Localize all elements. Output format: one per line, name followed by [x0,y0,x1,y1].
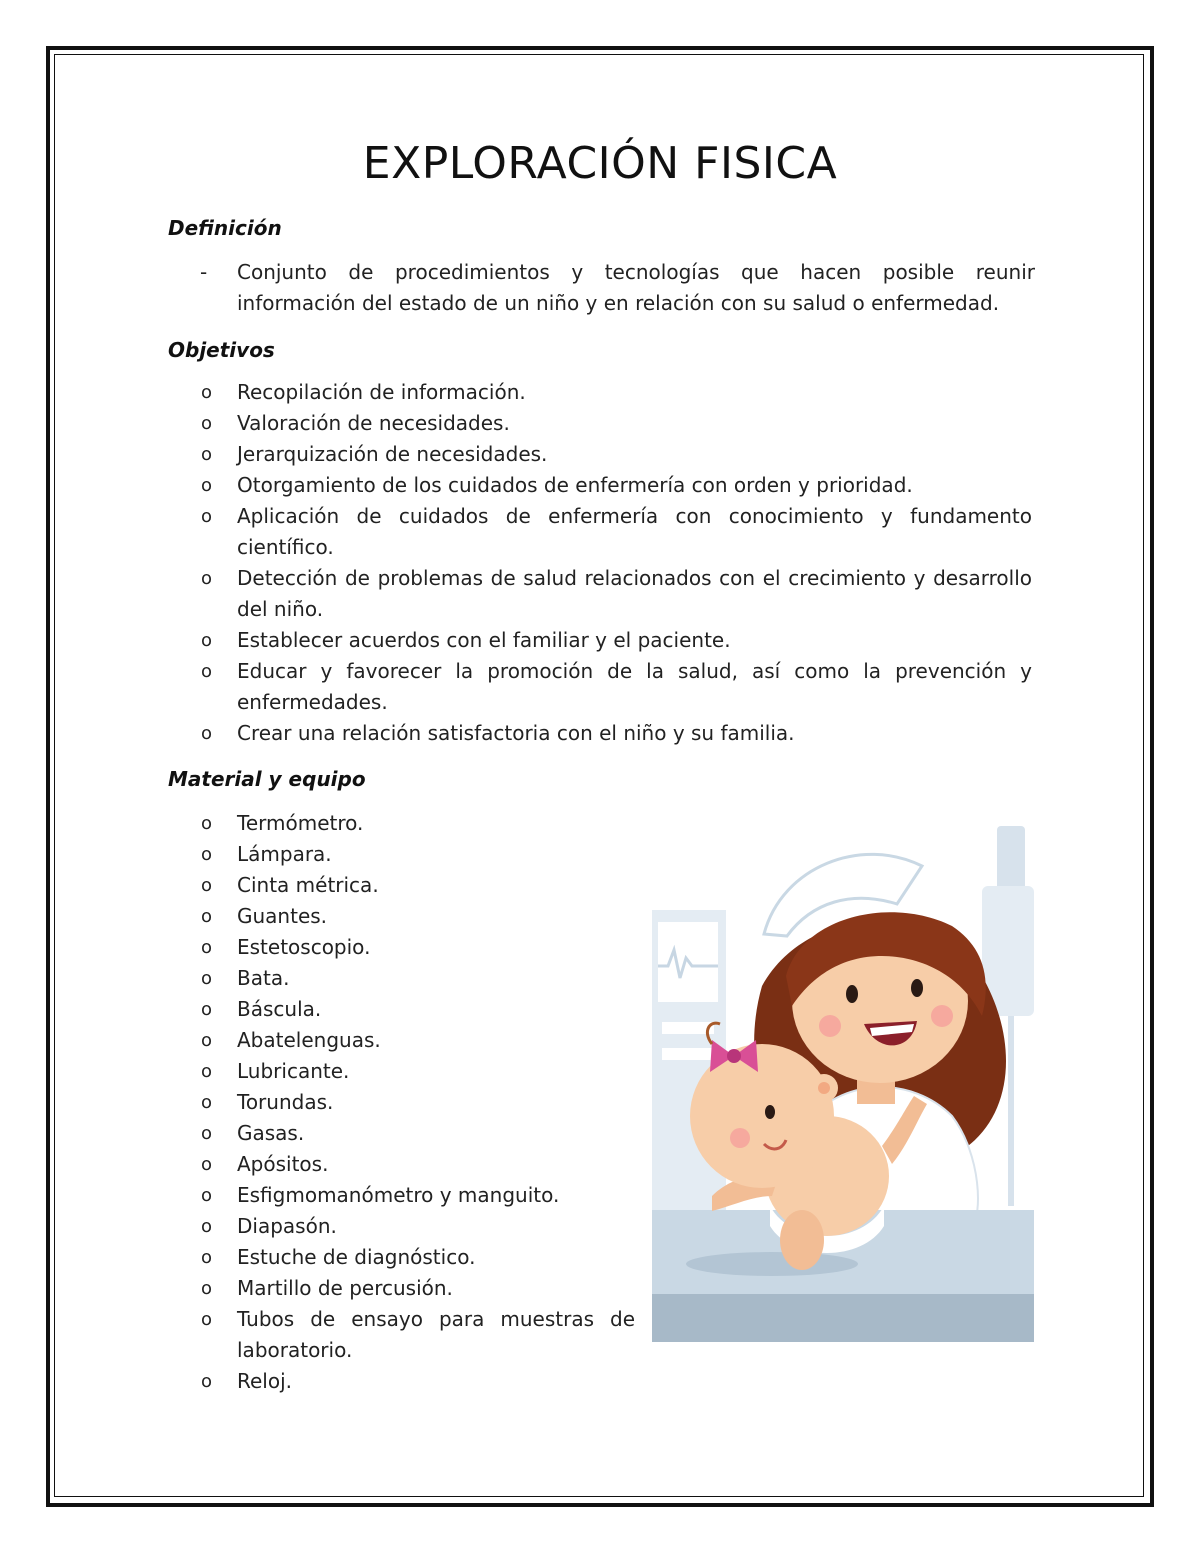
bullet-marker: o [201,1123,213,1144]
bullet-marker: o [201,444,213,465]
materials-item [200,1025,635,1056]
objectives-item-text: Otorgamiento de los cuidados de enfermería con orden y prioridad. [237,473,913,497]
materials-heading: Material y equipo [168,767,366,791]
materials-list [200,808,635,1397]
objectives-item-text: Aplicación de cuidados de enfermería con conocimiento y fundamento científico. [237,504,1032,559]
objectives-item [200,501,1032,563]
materials-item-text: Gasas. [237,1121,305,1145]
objectives-item-text: Recopilación de información. [237,380,526,404]
bullet-marker: o [201,813,213,834]
bullet-marker: o [201,661,213,682]
materials-item [200,808,635,839]
materials-item-text: Estetoscopio. [237,935,371,959]
objectives-item [200,563,1032,625]
bullet-marker: o [201,1030,213,1051]
materials-item [200,963,635,994]
objectives-item-text: Jerarquización de necesidades. [237,442,548,466]
bullet-marker: o [201,723,213,744]
bullet-marker: o [201,1278,213,1299]
bullet-marker: o [201,1216,213,1237]
objectives-list [200,377,1032,749]
bullet-marker: o [201,937,213,958]
bullet-marker: o [201,506,213,527]
materials-item-text: Esfigmomanómetro y manguito. [237,1183,560,1207]
objectives-item [200,439,1032,470]
bullet-marker: o [201,475,213,496]
bullet-marker: o [201,1309,213,1330]
materials-item-text: Lámpara. [237,842,332,866]
objectives-item [200,408,1032,439]
baby-eye [765,1105,775,1119]
bullet-marker: o [201,1247,213,1268]
definition-item [200,257,1035,319]
materials-item-text: Estuche de diagnóstico. [237,1245,476,1269]
materials-item [200,870,635,901]
materials-item [200,1211,635,1242]
definition-heading: Definición [168,216,282,240]
bullet-marker: o [201,1371,213,1392]
bullet-marker: o [201,844,213,865]
materials-item [200,839,635,870]
materials-item-text: Tubos de ensayo para muestras de laboratorio. [237,1307,635,1362]
bullet-marker: o [201,1092,213,1113]
materials-item [200,1087,635,1118]
materials-item [200,1304,635,1366]
materials-item-text: Martillo de percusión. [237,1276,453,1300]
objectives-item [200,470,1032,501]
bullet-marker: o [201,413,213,434]
nurse-eye-left [846,985,858,1003]
materials-item-text: Guantes. [237,904,328,928]
materials-item-text: Reloj. [237,1369,293,1393]
materials-item-text: Cinta métrica. [237,873,379,897]
objectives-item-text: Detección de problemas de salud relacionados con el crecimiento y desarrollo del niño. [237,566,1032,621]
materials-item-text: Torundas. [237,1090,334,1114]
bullet-marker: o [201,875,213,896]
dash-marker: - [200,260,208,284]
bullet-marker: o [201,999,213,1020]
objectives-item-text: Educar y favorecer la promoción de la salud, así como la prevención y enfermedades. [237,659,1032,714]
materials-item [200,1273,635,1304]
materials-item [200,1118,635,1149]
objectives-item [200,377,1032,408]
materials-item [200,901,635,932]
materials-item [200,1056,635,1087]
materials-item [200,994,635,1025]
objectives-item-text: Valoración de necesidades. [237,411,510,435]
materials-item-text: Báscula. [237,997,322,1021]
objectives-item-text: Establecer acuerdos con el familiar y el paciente. [237,628,731,652]
nurse-eye-right [911,979,923,997]
materials-item-text: Bata. [237,966,290,990]
bullet-marker: o [201,382,213,403]
definition-text: Conjunto de procedimientos y tecnologías que hacen posible reunir información del estado de un niño y en relación con su salud o enfermedad. [237,260,1035,315]
bullet-marker: o [201,568,213,589]
materials-item [200,932,635,963]
objectives-heading: Objetivos [168,338,275,362]
materials-item-text: Termómetro. [237,811,364,835]
objectives-item [200,718,1032,749]
bullet-marker: o [201,968,213,989]
page-title: EXPLORACIÓN FISICA [362,138,838,189]
materials-item-text: Lubricante. [237,1059,350,1083]
objectives-item-text: Crear una relación satisfactoria con el niño y su familia. [237,721,795,745]
materials-item-text: Abatelenguas. [237,1028,381,1052]
objectives-item [200,656,1032,718]
materials-item-text: Diapasón. [237,1214,337,1238]
materials-item [200,1180,635,1211]
bullet-marker: o [201,906,213,927]
bullet-marker: o [201,1185,213,1206]
bullet-marker: o [201,1061,213,1082]
materials-item [200,1366,635,1397]
materials-item-text: Apósitos. [237,1152,329,1176]
bullet-marker: o [201,1154,213,1175]
materials-item [200,1149,635,1180]
nurse-baby-illustration [652,826,1034,1342]
objectives-item [200,625,1032,656]
materials-item [200,1242,635,1273]
bullet-marker: o [201,630,213,651]
